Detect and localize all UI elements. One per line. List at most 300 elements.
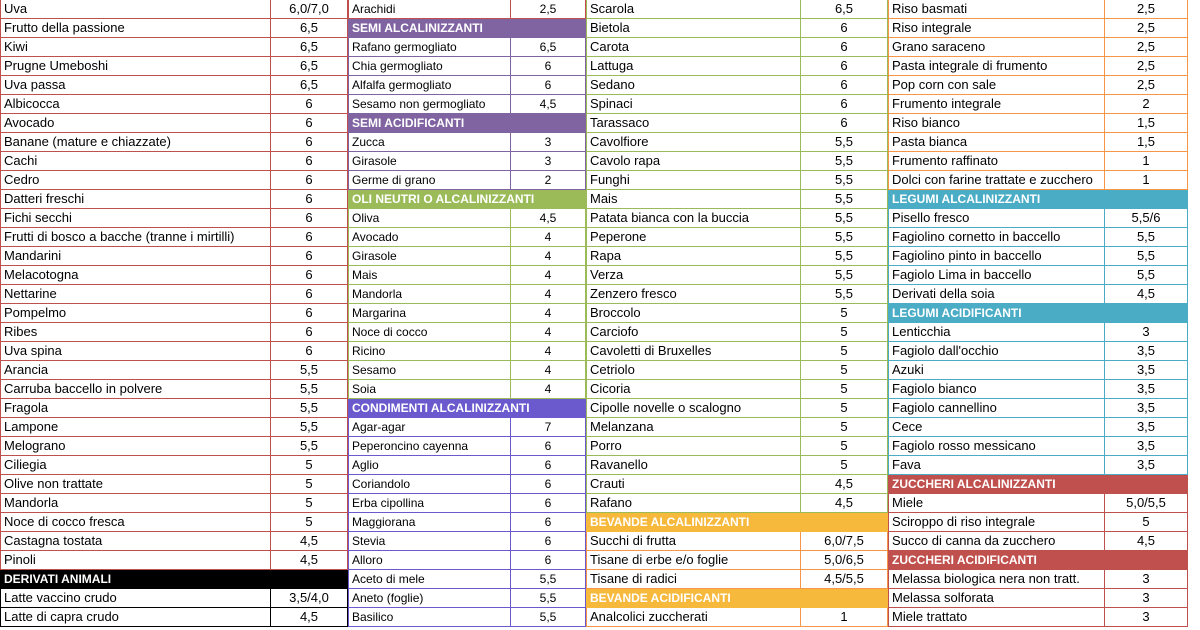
table-row [348,171,586,190]
ph-value: 5,5 [270,399,348,418]
food-name: Arachidi [348,0,510,19]
table-row [888,570,1188,589]
table-row [888,114,1188,133]
table-row [888,418,1188,437]
food-name: Castagna tostata [0,532,270,551]
ph-value: 5,5 [800,209,888,228]
food-name: Pompelmo [0,304,270,323]
food-name: Melassa solforata [888,589,1104,608]
table-row [586,399,888,418]
ph-value: 6 [510,57,586,76]
food-name: Scarola [586,0,800,19]
table-row [348,209,586,228]
ph-value: 2,5 [1104,19,1188,38]
food-name: Grano saraceno [888,38,1104,57]
food-name: Uva [0,0,270,19]
table-row [0,437,348,456]
food-name: Cachi [0,152,270,171]
ph-value: 5,0/5,5 [1104,494,1188,513]
table-row [0,342,348,361]
table-row [0,228,348,247]
food-name: Latte di capra crudo [0,608,270,627]
food-name: Fagiolo cannellino [888,399,1104,418]
ph-value: 3 [1104,608,1188,627]
ph-value: 4 [510,266,586,285]
ph-value: 3 [1104,323,1188,342]
ph-value: 7 [510,418,586,437]
ph-value: 3 [510,133,586,152]
ph-value: 4,5 [1104,532,1188,551]
food-name: Fichi secchi [0,209,270,228]
food-name: Tarassaco [586,114,800,133]
food-name: Fagiolo Lima in baccello [888,266,1104,285]
table-row [348,304,586,323]
food-name: Cipolle novelle o scalogno [586,399,800,418]
ph-value: 5 [800,399,888,418]
table-row [348,589,586,608]
table-row [888,456,1188,475]
table-row [586,38,888,57]
table-row [888,589,1188,608]
food-name: Cedro [0,171,270,190]
ph-value: 3,5 [1104,456,1188,475]
table-row [348,228,586,247]
food-name: Banane (mature e chiazzate) [0,133,270,152]
table-row [348,513,586,532]
ph-value: 4,5 [270,532,348,551]
ph-value: 5,5 [270,418,348,437]
table-row [348,323,586,342]
table-row [586,475,888,494]
table-row [888,323,1188,342]
food-name: Aneto (foglie) [348,589,510,608]
table-row [586,19,888,38]
food-name: Noce di cocco fresca [0,513,270,532]
food-name: Cetriolo [586,361,800,380]
ph-value: 2,5 [1104,0,1188,19]
food-name: Pinoli [0,551,270,570]
table-row [0,361,348,380]
ph-value: 4 [510,323,586,342]
ph-value: 5,5 [1104,247,1188,266]
table-row [348,95,586,114]
table-row [348,608,586,627]
food-name: Datteri freschi [0,190,270,209]
ph-value: 4 [510,247,586,266]
table-row [0,266,348,285]
ph-value: 4,5 [510,95,586,114]
food-name: Funghi [586,171,800,190]
food-name: Broccolo [586,304,800,323]
food-name: Girasole [348,247,510,266]
table-row [0,513,348,532]
ph-value: 2 [1104,95,1188,114]
section-header: CONDIMENTI ALCALINIZZANTI [348,399,586,418]
ph-value: 3 [510,152,586,171]
food-name: Rapa [586,247,800,266]
ph-value: 5 [270,494,348,513]
food-name: Uva passa [0,76,270,95]
table-row [586,323,888,342]
food-name: Maggiorana [348,513,510,532]
ph-value: 6 [270,247,348,266]
table-row [888,0,1188,19]
ph-value: 6 [270,323,348,342]
ph-value: 5,5 [1104,266,1188,285]
table-row [0,38,348,57]
ph-value: 6 [800,19,888,38]
table-row [348,247,586,266]
table-row [348,494,586,513]
table-row [586,380,888,399]
table-row [888,209,1188,228]
ph-value: 5 [800,380,888,399]
table-row [888,133,1188,152]
table-row [586,608,888,627]
food-name: Carruba baccello in polvere [0,380,270,399]
ph-value: 5,5 [270,437,348,456]
food-name: Rafano [586,494,800,513]
ph-value: 6 [800,95,888,114]
food-name: Erba cipollina [348,494,510,513]
ph-value: 6 [510,76,586,95]
food-name: Riso bianco [888,114,1104,133]
section-header: OLI NEUTRI O ALCALINIZZANTI [348,190,586,209]
food-name: Sesamo [348,361,510,380]
table-row [888,380,1188,399]
food-name: Ravanello [586,456,800,475]
food-name: Aceto di mele [348,570,510,589]
food-name: Cavolfiore [586,133,800,152]
ph-value: 6 [270,285,348,304]
food-name: Tisane di erbe e/o foglie [586,551,800,570]
food-name: Fragola [0,399,270,418]
food-name: Porro [586,437,800,456]
ph-value: 1 [1104,171,1188,190]
ph-value: 5,5 [800,171,888,190]
table-row [888,608,1188,627]
table-row [348,570,586,589]
food-name: Bietola [586,19,800,38]
ph-value: 5 [800,418,888,437]
table-row [348,380,586,399]
food-name: Melacotogna [0,266,270,285]
food-name: Melassa biologica nera non tratt. [888,570,1104,589]
food-name: Mandorla [0,494,270,513]
ph-value: 4,5/5,5 [800,570,888,589]
table-row [586,342,888,361]
food-name: Riso integrale [888,19,1104,38]
ph-value: 5 [800,437,888,456]
table-row [586,551,888,570]
food-name: Latte vaccino crudo [0,589,270,608]
table-row [888,342,1188,361]
ph-value: 5 [270,456,348,475]
ph-value: 6 [270,209,348,228]
food-name: Sesamo non germogliato [348,95,510,114]
table-row [586,494,888,513]
food-name: Ciliegia [0,456,270,475]
food-name: Girasole [348,152,510,171]
table-row [0,285,348,304]
food-name: Frutti di bosco a bacche (tranne i mirtilli) [0,228,270,247]
table-row [888,532,1188,551]
ph-value: 5 [800,323,888,342]
ph-value: 4 [510,380,586,399]
ph-value: 4 [510,342,586,361]
table-row [888,38,1188,57]
food-name: Pasta bianca [888,133,1104,152]
food-name: Ricino [348,342,510,361]
table-row [586,532,888,551]
table-row [348,0,586,19]
section-header: LEGUMI ALCALINIZZANTI [888,190,1188,209]
table-row [348,57,586,76]
section-header: DERIVATI ANIMALI [0,570,348,589]
ph-value: 6,5 [510,38,586,57]
table-row [348,551,586,570]
table-row [348,76,586,95]
table-row [888,285,1188,304]
ph-value: 6,5 [270,19,348,38]
ph-value: 2,5 [510,0,586,19]
ph-value: 5,5 [510,570,586,589]
table-row [0,608,348,627]
ph-value: 5,5 [800,152,888,171]
ph-value: 4 [510,228,586,247]
ph-value: 5,5/6 [1104,209,1188,228]
food-name: Melograno [0,437,270,456]
table-row [586,304,888,323]
food-name: Fagiolo rosso messicano [888,437,1104,456]
table-row [0,494,348,513]
table-row [586,57,888,76]
table-row [0,0,348,19]
table-row [348,456,586,475]
food-name: Fava [888,456,1104,475]
food-name: Peperoncino cayenna [348,437,510,456]
food-name: Lenticchia [888,323,1104,342]
table-row [0,95,348,114]
ph-value: 4,5 [270,551,348,570]
ph-value: 6 [270,133,348,152]
table-row [888,19,1188,38]
food-name: Melanzana [586,418,800,437]
section-header: ZUCCHERI ALCALINIZZANTI [888,475,1188,494]
table-row [888,152,1188,171]
ph-value: 3,5 [1104,361,1188,380]
food-name: Avocado [0,114,270,133]
table-row [0,19,348,38]
table-row [586,247,888,266]
food-name: Tisane di radici [586,570,800,589]
ph-value: 6 [510,437,586,456]
food-name: Succo di canna da zucchero [888,532,1104,551]
ph-value: 2,5 [1104,38,1188,57]
ph-value: 5 [800,342,888,361]
ph-value: 4 [510,361,586,380]
food-name: Fagiolino cornetto in baccello [888,228,1104,247]
table-row [586,285,888,304]
food-name: Cavoletti di Bruxelles [586,342,800,361]
food-name: Sciroppo di riso integrale [888,513,1104,532]
section-header: ZUCCHERI ACIDIFICANTI [888,551,1188,570]
ph-value: 6 [270,152,348,171]
ph-value: 5 [1104,513,1188,532]
food-name: Pasta integrale di frumento [888,57,1104,76]
ph-value: 2 [510,171,586,190]
table-row [586,114,888,133]
ph-value: 6 [510,551,586,570]
food-name: Lattuga [586,57,800,76]
food-name: Peperone [586,228,800,247]
food-name: Cicoria [586,380,800,399]
food-name: Pop corn con sale [888,76,1104,95]
food-name: Oliva [348,209,510,228]
ph-value: 5,5 [800,247,888,266]
ph-value: 6 [510,513,586,532]
table-row [586,361,888,380]
table-row [586,0,888,19]
food-name: Olive non trattate [0,475,270,494]
food-name: Zenzero fresco [586,285,800,304]
food-name: Riso basmati [888,0,1104,19]
ph-value: 6 [270,342,348,361]
ph-value: 1 [1104,152,1188,171]
table-row [348,152,586,171]
ph-value: 3,5/4,0 [270,589,348,608]
food-name: Arancia [0,361,270,380]
ph-value: 5,5 [270,361,348,380]
section-header: BEVANDE ALCALINIZZANTI [586,513,888,532]
ph-value: 6,5 [270,76,348,95]
ph-value: 6 [270,228,348,247]
table-row [0,418,348,437]
table-row [888,76,1188,95]
table-row [0,152,348,171]
ph-value: 6,5 [270,38,348,57]
section-header: BEVANDE ACIDIFICANTI [586,589,888,608]
section-header: SEMI ACIDIFICANTI [348,114,586,133]
table-row [348,437,586,456]
table-row [888,361,1188,380]
ph-value: 4,5 [510,209,586,228]
table-row [348,133,586,152]
ph-value: 5,5 [800,266,888,285]
ph-value: 3,5 [1104,437,1188,456]
ph-value: 5 [800,456,888,475]
food-name: Carota [586,38,800,57]
ph-value: 6,0/7,0 [270,0,348,19]
table-row [0,247,348,266]
food-name: Cavolo rapa [586,152,800,171]
food-name: Verza [586,266,800,285]
ph-value: 5,5 [800,190,888,209]
food-name: Frutto della passione [0,19,270,38]
food-name: Cece [888,418,1104,437]
ph-value: 2,5 [1104,76,1188,95]
table-row [888,171,1188,190]
food-name: Fagiolo dall'occhio [888,342,1104,361]
ph-value: 4 [510,285,586,304]
food-name: Basilico [348,608,510,627]
food-name: Prugne Umeboshi [0,57,270,76]
ph-value: 4,5 [270,608,348,627]
ph-value: 3 [1104,570,1188,589]
table-row [586,456,888,475]
table-row [586,228,888,247]
ph-value: 5,5 [510,608,586,627]
food-name: Mais [586,190,800,209]
food-name: Soia [348,380,510,399]
table-row [586,76,888,95]
food-name: Alloro [348,551,510,570]
ph-value: 6 [270,114,348,133]
table-row [0,114,348,133]
table-row [586,209,888,228]
ph-value: 6 [270,304,348,323]
ph-value: 3,5 [1104,418,1188,437]
ph-value: 4,5 [1104,285,1188,304]
ph-value: 6 [800,114,888,133]
food-name: Dolci con farine trattate e zucchero [888,171,1104,190]
ph-value: 4 [510,304,586,323]
food-name: Sedano [586,76,800,95]
table-row [0,456,348,475]
table-row [348,418,586,437]
food-name: Frumento raffinato [888,152,1104,171]
table-row [0,380,348,399]
table-row [348,38,586,57]
food-name: Ribes [0,323,270,342]
food-name: Albicocca [0,95,270,114]
ph-value: 6 [800,76,888,95]
table-row [348,361,586,380]
food-name: Uva spina [0,342,270,361]
ph-value: 6,0/7,5 [800,532,888,551]
ph-value: 6 [800,38,888,57]
ph-value: 5,5 [800,285,888,304]
food-name: Miele trattato [888,608,1104,627]
table-row [586,95,888,114]
table-row [348,285,586,304]
ph-value: 3,5 [1104,380,1188,399]
table-row [0,57,348,76]
table-row [586,266,888,285]
table-row [888,247,1188,266]
food-name: Mandorla [348,285,510,304]
table-row [0,589,348,608]
food-name: Alfalfa germogliato [348,76,510,95]
table-row [0,209,348,228]
ph-value: 5 [270,513,348,532]
table-row [0,133,348,152]
ph-value: 3,5 [1104,399,1188,418]
food-name: Patata bianca con la buccia [586,209,800,228]
food-name: Fagiolino pinto in baccello [888,247,1104,266]
table-row [348,266,586,285]
ph-value: 6 [270,171,348,190]
ph-value: 6 [510,456,586,475]
ph-value: 5 [270,475,348,494]
food-name: Analcolici zuccherati [586,608,800,627]
table-row [0,304,348,323]
table-row [888,437,1188,456]
ph-value: 5,5 [510,589,586,608]
ph-value: 5,5 [270,380,348,399]
table-row [586,152,888,171]
table-row [888,513,1188,532]
